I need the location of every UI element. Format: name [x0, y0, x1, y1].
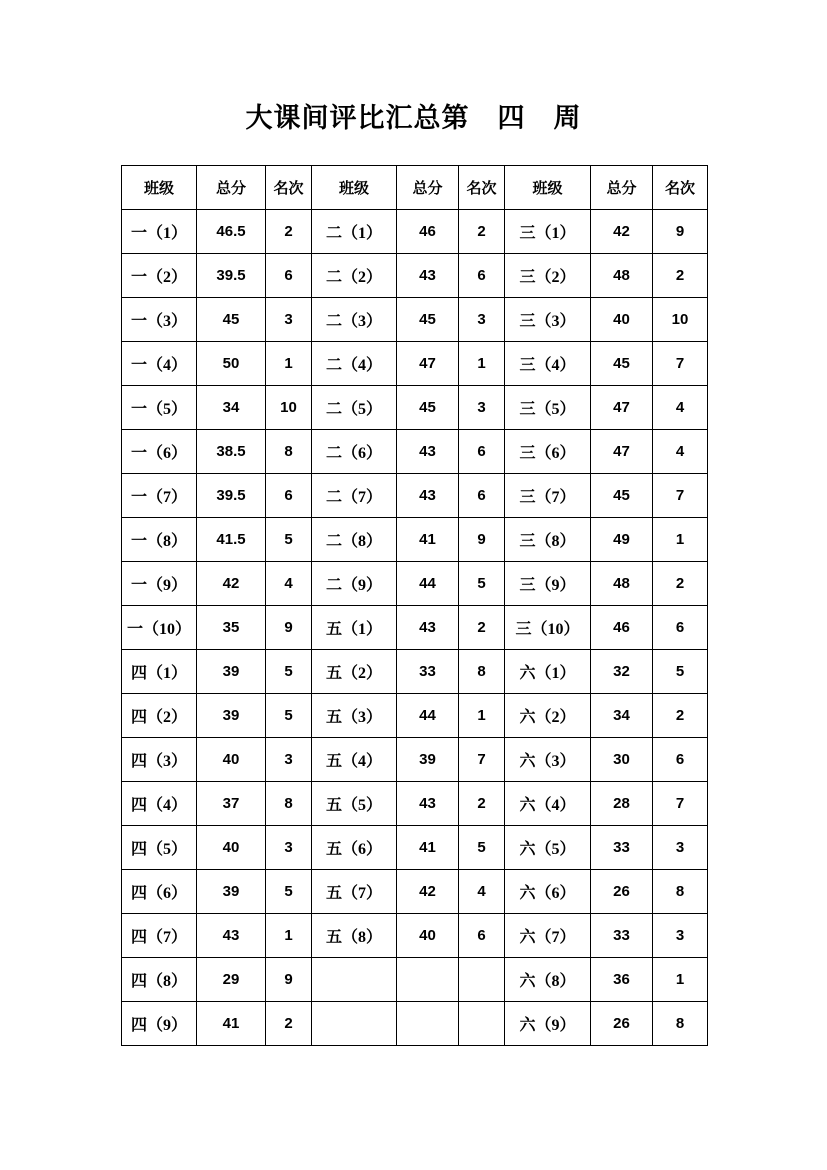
page-title: 大课间评比汇总第 四 周: [245, 103, 582, 133]
table-row: [122, 430, 708, 474]
class-cell: [312, 1002, 397, 1046]
rank-cell: 1: [653, 958, 708, 1002]
table-row: [122, 254, 708, 298]
rank-cell: 8: [459, 650, 505, 694]
class-cell: 三（8）: [505, 518, 591, 562]
score-cell: 41: [397, 518, 459, 562]
class-cell: [312, 958, 397, 1002]
rank-cell: 2: [653, 254, 708, 298]
score-cell: 43: [397, 430, 459, 474]
class-cell: 一（9）: [122, 562, 197, 606]
score-cell: [397, 1002, 459, 1046]
rank-cell: 5: [266, 518, 312, 562]
score-cell: 30: [591, 738, 653, 782]
score-cell: 33: [397, 650, 459, 694]
class-cell: 六（5）: [505, 826, 591, 870]
score-cell: 40: [397, 914, 459, 958]
class-cell: 五（7）: [312, 870, 397, 914]
rank-cell: 6: [459, 430, 505, 474]
rank-cell: 3: [266, 738, 312, 782]
class-cell: 四（6）: [122, 870, 197, 914]
class-cell: 五（4）: [312, 738, 397, 782]
score-cell: 42: [591, 210, 653, 254]
rank-column-header: 名次: [266, 166, 312, 210]
class-cell: 六（4）: [505, 782, 591, 826]
score-cell: 45: [197, 298, 266, 342]
score-cell: 48: [591, 254, 653, 298]
class-cell: 六（8）: [505, 958, 591, 1002]
class-cell: 四（4）: [122, 782, 197, 826]
header-row: [122, 166, 708, 210]
rank-cell: 1: [266, 914, 312, 958]
table-row: [122, 694, 708, 738]
score-cell: 33: [591, 914, 653, 958]
class-cell: 二（2）: [312, 254, 397, 298]
rank-cell: 9: [459, 518, 505, 562]
class-cell: 二（6）: [312, 430, 397, 474]
rank-cell: 7: [653, 474, 708, 518]
score-cell: 42: [397, 870, 459, 914]
class-cell: 一（2）: [122, 254, 197, 298]
rank-cell: 5: [266, 650, 312, 694]
rank-cell: 6: [653, 606, 708, 650]
score-cell: 45: [397, 386, 459, 430]
rank-cell: 1: [266, 342, 312, 386]
rank-cell: 8: [653, 1002, 708, 1046]
table-row: [122, 298, 708, 342]
rank-cell: 9: [266, 958, 312, 1002]
class-cell: 四（5）: [122, 826, 197, 870]
score-cell: 34: [197, 386, 266, 430]
class-cell: 一（3）: [122, 298, 197, 342]
summary-table: [121, 165, 708, 1046]
rank-cell: 5: [459, 826, 505, 870]
rank-cell: 9: [653, 210, 708, 254]
rank-cell: 3: [653, 914, 708, 958]
class-cell: 三（10）: [505, 606, 591, 650]
class-cell: 一（5）: [122, 386, 197, 430]
score-cell: 26: [591, 1002, 653, 1046]
rank-cell: 6: [266, 474, 312, 518]
class-cell: 四（1）: [122, 650, 197, 694]
score-cell: 47: [397, 342, 459, 386]
table-row: [122, 474, 708, 518]
score-cell: 44: [397, 562, 459, 606]
class-cell: 三（5）: [505, 386, 591, 430]
score-cell: 43: [197, 914, 266, 958]
score-cell: 26: [591, 870, 653, 914]
score-cell: 48: [591, 562, 653, 606]
class-cell: 六（2）: [505, 694, 591, 738]
rank-cell: 4: [459, 870, 505, 914]
rank-cell: 3: [653, 826, 708, 870]
rank-cell: 2: [459, 782, 505, 826]
rank-cell: 5: [459, 562, 505, 606]
rank-cell: 1: [653, 518, 708, 562]
score-cell: 34: [591, 694, 653, 738]
score-cell: 47: [591, 430, 653, 474]
rank-cell: 8: [266, 782, 312, 826]
score-cell: 39.5: [197, 254, 266, 298]
score-cell: 44: [397, 694, 459, 738]
rank-cell: 6: [459, 474, 505, 518]
score-cell: 43: [397, 254, 459, 298]
rank-cell: 6: [459, 254, 505, 298]
rank-cell: 2: [459, 606, 505, 650]
rank-cell: 2: [459, 210, 505, 254]
score-cell: 32: [591, 650, 653, 694]
class-cell: 二（3）: [312, 298, 397, 342]
table-row: [122, 386, 708, 430]
rank-column-header: 名次: [653, 166, 708, 210]
class-cell: 三（9）: [505, 562, 591, 606]
score-cell: 40: [197, 826, 266, 870]
rank-cell: 7: [653, 782, 708, 826]
score-cell: 38.5: [197, 430, 266, 474]
score-cell: 39: [197, 650, 266, 694]
class-cell: 一（1）: [122, 210, 197, 254]
score-column-header: 总分: [197, 166, 266, 210]
class-cell: 一（7）: [122, 474, 197, 518]
rank-cell: 2: [653, 694, 708, 738]
score-cell: [397, 958, 459, 1002]
score-cell: 46: [397, 210, 459, 254]
score-cell: 36: [591, 958, 653, 1002]
rank-cell: 9: [266, 606, 312, 650]
score-cell: 37: [197, 782, 266, 826]
class-cell: 一（4）: [122, 342, 197, 386]
class-cell: 四（2）: [122, 694, 197, 738]
class-cell: 二（7）: [312, 474, 397, 518]
table-row: [122, 870, 708, 914]
class-cell: 五（3）: [312, 694, 397, 738]
table-row: [122, 782, 708, 826]
class-cell: 三（3）: [505, 298, 591, 342]
class-cell: 五（1）: [312, 606, 397, 650]
score-cell: 45: [397, 298, 459, 342]
class-cell: 五（5）: [312, 782, 397, 826]
table-row: [122, 958, 708, 1002]
table-row: [122, 914, 708, 958]
score-cell: 45: [591, 342, 653, 386]
class-cell: 三（2）: [505, 254, 591, 298]
score-cell: 46.5: [197, 210, 266, 254]
score-cell: 29: [197, 958, 266, 1002]
class-cell: 二（5）: [312, 386, 397, 430]
score-cell: 28: [591, 782, 653, 826]
table-row: [122, 210, 708, 254]
class-cell: 四（7）: [122, 914, 197, 958]
score-cell: 40: [591, 298, 653, 342]
rank-column-header: 名次: [459, 166, 505, 210]
score-cell: 41: [397, 826, 459, 870]
class-cell: 六（3）: [505, 738, 591, 782]
table-row: [122, 826, 708, 870]
class-column-header: 班级: [122, 166, 197, 210]
table-row: [122, 650, 708, 694]
score-cell: 46: [591, 606, 653, 650]
class-cell: 五（2）: [312, 650, 397, 694]
score-cell: 33: [591, 826, 653, 870]
rank-cell: 6: [459, 914, 505, 958]
score-cell: 40: [197, 738, 266, 782]
class-cell: 三（1）: [505, 210, 591, 254]
rank-cell: 1: [459, 694, 505, 738]
rank-cell: 6: [653, 738, 708, 782]
class-cell: 四（8）: [122, 958, 197, 1002]
rank-cell: 7: [459, 738, 505, 782]
class-cell: 六（9）: [505, 1002, 591, 1046]
rank-cell: 1: [459, 342, 505, 386]
rank-cell: 4: [653, 430, 708, 474]
rank-cell: 10: [266, 386, 312, 430]
rank-cell: [459, 958, 505, 1002]
class-cell: 四（3）: [122, 738, 197, 782]
class-cell: 一（10）: [122, 606, 197, 650]
class-cell: 三（6）: [505, 430, 591, 474]
class-cell: 六（1）: [505, 650, 591, 694]
score-cell: 41.5: [197, 518, 266, 562]
score-cell: 45: [591, 474, 653, 518]
class-cell: 四（9）: [122, 1002, 197, 1046]
table-body: [122, 210, 708, 1046]
rank-cell: 3: [266, 826, 312, 870]
score-cell: 50: [197, 342, 266, 386]
score-cell: 35: [197, 606, 266, 650]
score-cell: 39.5: [197, 474, 266, 518]
rank-cell: 8: [653, 870, 708, 914]
class-column-header: 班级: [505, 166, 591, 210]
table-row: [122, 1002, 708, 1046]
table-row: [122, 606, 708, 650]
rank-cell: 6: [266, 254, 312, 298]
rank-cell: 4: [653, 386, 708, 430]
rank-cell: 7: [653, 342, 708, 386]
class-column-header: 班级: [312, 166, 397, 210]
rank-cell: 3: [459, 298, 505, 342]
table-row: [122, 738, 708, 782]
rank-cell: 5: [266, 870, 312, 914]
rank-cell: 8: [266, 430, 312, 474]
class-cell: 三（4）: [505, 342, 591, 386]
class-cell: 五（6）: [312, 826, 397, 870]
score-cell: 43: [397, 782, 459, 826]
class-cell: 二（4）: [312, 342, 397, 386]
class-cell: 一（6）: [122, 430, 197, 474]
rank-cell: 3: [459, 386, 505, 430]
rank-cell: 5: [653, 650, 708, 694]
class-cell: 二（1）: [312, 210, 397, 254]
score-cell: 39: [197, 694, 266, 738]
table-row: [122, 342, 708, 386]
score-cell: 47: [591, 386, 653, 430]
score-cell: 41: [197, 1002, 266, 1046]
table-row: [122, 562, 708, 606]
score-cell: 43: [397, 606, 459, 650]
score-cell: 39: [397, 738, 459, 782]
score-cell: 43: [397, 474, 459, 518]
class-cell: 六（7）: [505, 914, 591, 958]
score-column-header: 总分: [591, 166, 653, 210]
class-cell: 二（8）: [312, 518, 397, 562]
rank-cell: 5: [266, 694, 312, 738]
class-cell: 五（8）: [312, 914, 397, 958]
class-cell: 六（6）: [505, 870, 591, 914]
class-cell: 三（7）: [505, 474, 591, 518]
class-cell: 一（8）: [122, 518, 197, 562]
table-row: [122, 518, 708, 562]
rank-cell: 2: [653, 562, 708, 606]
score-cell: 49: [591, 518, 653, 562]
class-cell: 二（9）: [312, 562, 397, 606]
score-cell: 39: [197, 870, 266, 914]
rank-cell: 2: [266, 1002, 312, 1046]
rank-cell: 10: [653, 298, 708, 342]
rank-cell: 3: [266, 298, 312, 342]
score-column-header: 总分: [397, 166, 459, 210]
score-cell: 42: [197, 562, 266, 606]
rank-cell: 2: [266, 210, 312, 254]
rank-cell: [459, 1002, 505, 1046]
rank-cell: 4: [266, 562, 312, 606]
